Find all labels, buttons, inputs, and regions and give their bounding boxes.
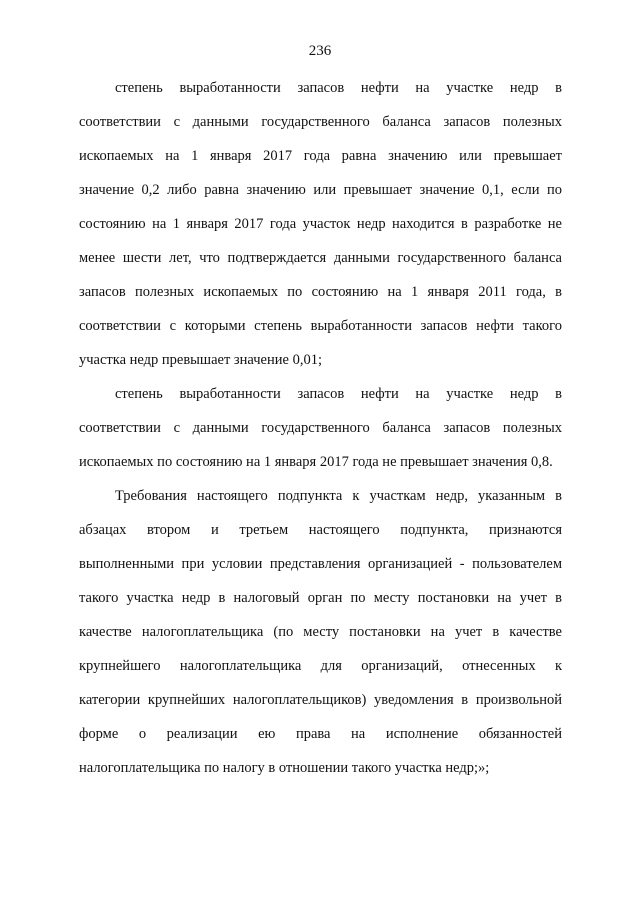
text-line: соответствии с которыми степень выработанности запасов нефти такого [79,318,562,334]
text-line: запасов полезных ископаемых по состоянию на 1 января 2011 года, в [79,284,562,300]
text-line: менее шести лет, что подтверждается данными государственного баланса [79,250,562,266]
text-line: соответствии с данными государственного баланса запасов полезных [79,114,562,130]
text-line: степень выработанности запасов нефти на участке недр в [115,80,562,96]
text-line: состоянию на 1 января 2017 года участок недр находится в разработке не [79,216,562,232]
text-line: абзацах втором и третьем настоящего подпункта, признаются [79,522,562,538]
text-line: крупнейшего налогоплательщика для организаций, отнесенных к [79,658,562,674]
text-line: участка недр превышает значение 0,01; [79,352,322,368]
page-number: 236 [308,43,332,59]
paragraph-2 [79,377,562,479]
text-line: качестве налогоплательщика (по месту постановки на учет в качестве [79,624,562,640]
paragraph-3 [79,479,562,785]
text-line: соответствии с данными государственного баланса запасов полезных [79,420,562,436]
text-line: форме о реализации ею права на исполнение обязанностей [79,726,562,742]
document-body [79,71,562,785]
text-line: степень выработанности запасов нефти на участке недр в [115,386,562,402]
text-line: такого участка недр в налоговый орган по месту постановки на учет в [79,590,562,606]
text-line: значение 0,2 либо равна значению или превышает значение 0,1, если по [79,182,562,198]
text-line: налогоплательщика по налогу в отношении такого участка недр;»; [79,760,490,776]
text-line: Требования настоящего подпункта к участкам недр, указанным в [115,488,562,504]
text-line: категории крупнейших налогоплательщиков) уведомления в произвольной [79,692,562,708]
text-line: ископаемых по состоянию на 1 января 2017 года не превышает значения 0,8. [79,454,553,470]
text-line: выполненными при условии представления организацией - пользователем [79,556,562,572]
text-line: ископаемых на 1 января 2017 года равна значению или превышает [79,148,562,164]
paragraph-1 [79,71,562,377]
